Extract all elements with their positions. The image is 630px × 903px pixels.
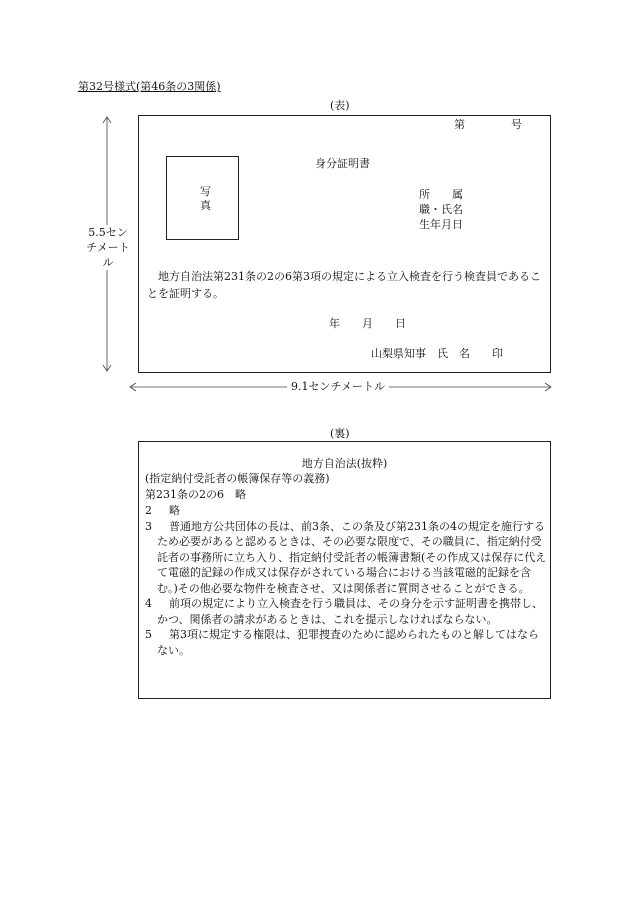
issuer-line: 山梨県知事 氏 名 印 <box>371 347 503 360</box>
law-subtitle: (指定納付受託者の帳簿保存等の義務) <box>145 472 330 485</box>
back-side-label: (裏) <box>330 427 350 440</box>
law-excerpt-title: 地方自治法(抜粋) <box>301 457 388 470</box>
field-affiliation: 所 属 <box>419 188 463 201</box>
field-position-name: 職・氏名 <box>419 203 463 216</box>
paragraph-text: 略 <box>169 504 180 517</box>
card-number-prefix: 第 <box>454 118 465 131</box>
certificate-body: 地方自治法第231条の2の6第3項の規定による立入検査を行う検査員であることを証明する。 <box>147 270 541 300</box>
id-card-front <box>138 115 551 373</box>
law-paragraph <box>145 519 547 597</box>
id-card-back <box>138 441 551 699</box>
card-number-suffix: 号 <box>511 118 522 131</box>
photo-label: 写真 <box>200 185 211 212</box>
law-paragraph <box>145 503 547 519</box>
law-paragraph <box>145 596 547 627</box>
law-paragraph <box>145 627 547 658</box>
paragraph-number: 3 <box>145 519 152 533</box>
height-dimension-label: 5.5センチメートル <box>84 225 132 270</box>
law-article: 第231条の2の6 略 <box>145 487 246 501</box>
paragraph-text: 第3項に規定する権限は、犯罪捜査のために認められたものと解してはならない。 <box>157 628 539 657</box>
paragraph-text: 普通地方公共団体の長は、前3条、この条及び第231条の4の規定を施行するため必要があると認めるときは、その必要な限度で、その職員に、指定納付受託者の事務所に立ち入り、指定納付受託者の帳簿書類(その作成又は保存に代えて電磁的記録の作成又は保存がされている場合における当該電磁的記録を含む。)その他必要な物件を検査させ、又は関係者に質問させることができる。 <box>157 519 547 595</box>
paragraph-text: 前項の規定により立入検査を行う職員は、その身分を示す証明書を携帯し、かつ、関係者の請求があるときは、これを提示しなければならない。 <box>157 597 543 626</box>
issue-date-line: 年 月 日 <box>329 317 406 330</box>
paragraph-number: 5 <box>145 628 152 641</box>
photo-placeholder <box>166 156 239 240</box>
paragraph-number: 2 <box>145 504 152 517</box>
width-dimension-label: 9.1センチメートル <box>287 380 389 395</box>
paragraph-number: 4 <box>145 597 152 610</box>
front-side-label: (表) <box>330 99 350 112</box>
certificate-heading: 身分証明書 <box>315 157 370 170</box>
law-excerpt-body <box>145 472 547 658</box>
form-title: 第32号様式(第46条の3関係) <box>78 80 221 93</box>
field-birthdate: 生年月日 <box>419 218 463 231</box>
